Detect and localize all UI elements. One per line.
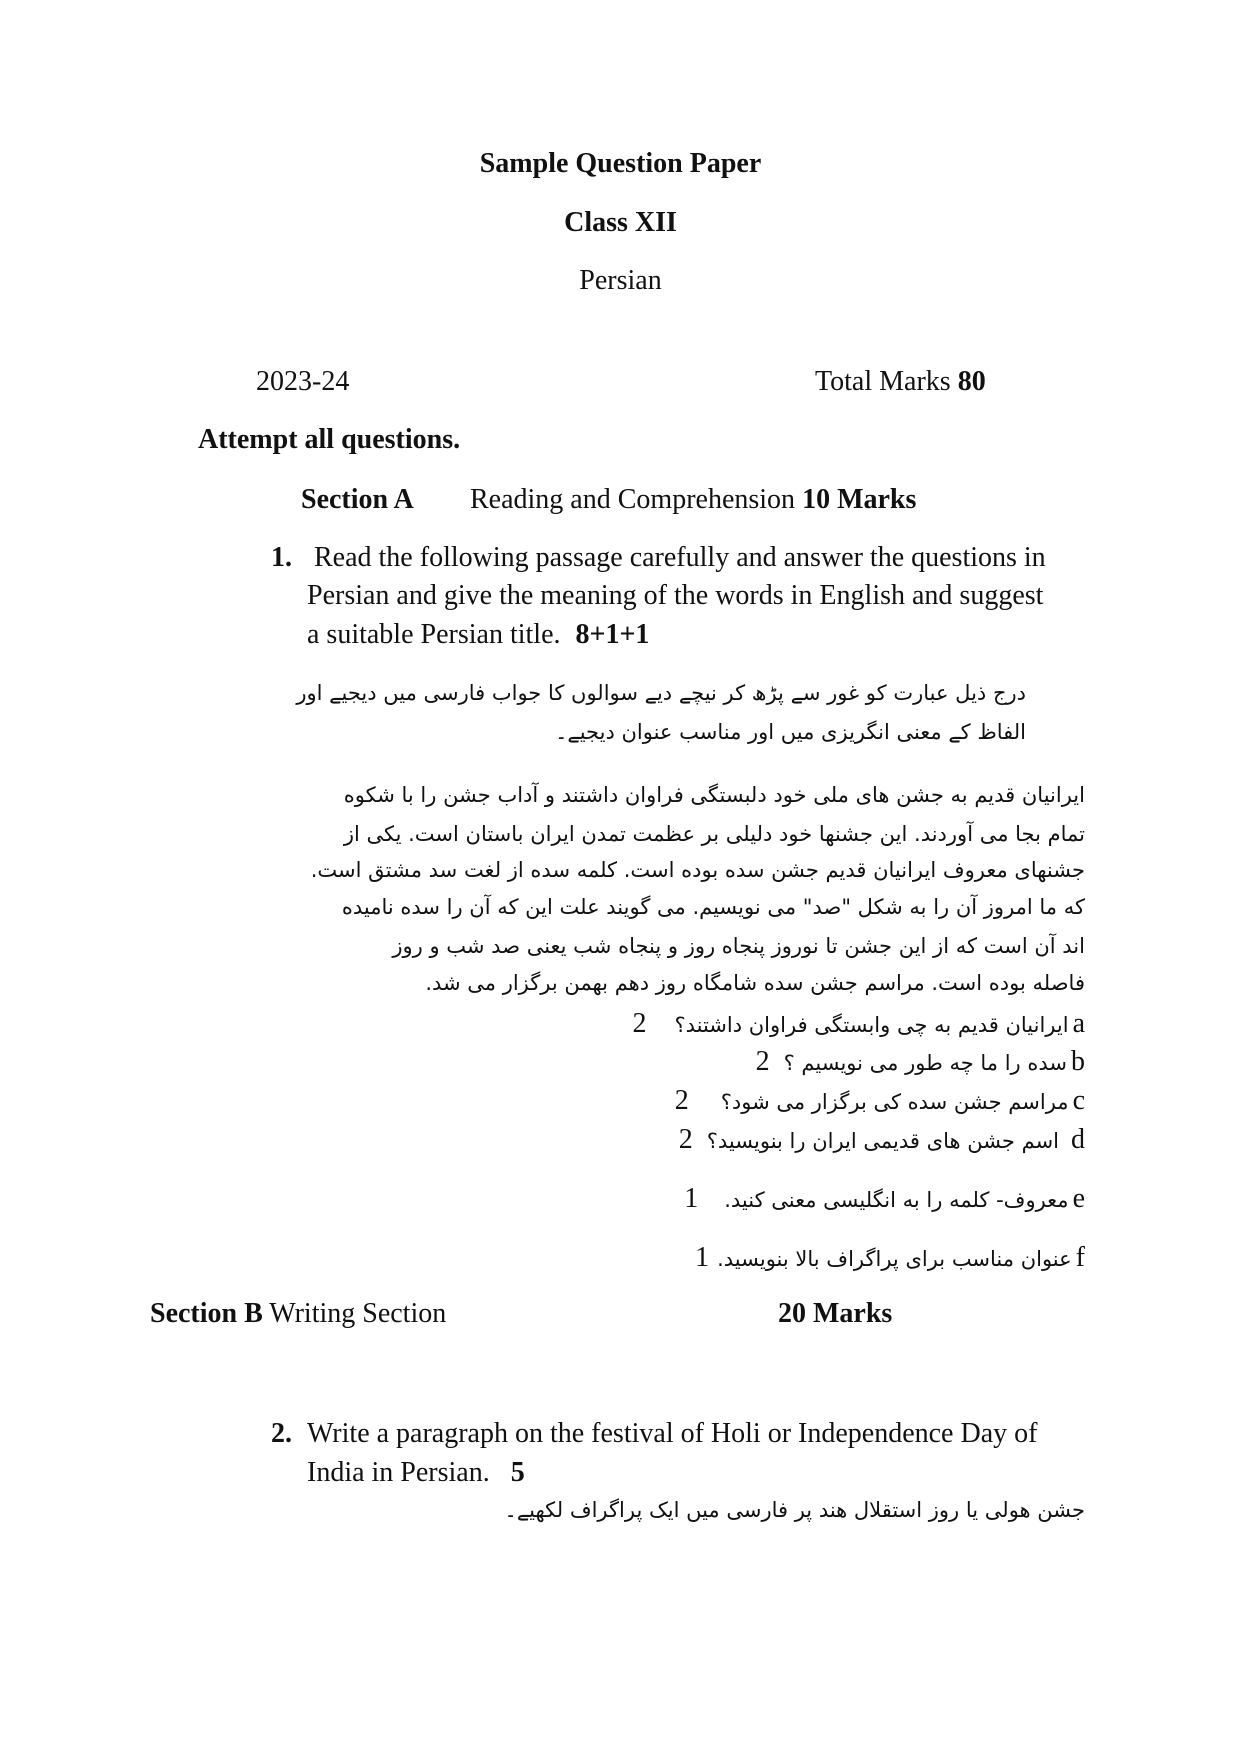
section-b-name: Writing Section: [269, 1298, 447, 1329]
section-a-name: Reading and Comprehension: [470, 484, 796, 515]
section-b-heading: [150, 1298, 446, 1330]
subquestion-e-letter: e: [1072, 1183, 1085, 1214]
passage-line-1: ایرانیان قدیم به جشن های ملی خود دلبستگی فراوان داشتند و آداب جشن را با شکوه: [343, 783, 1085, 807]
passage-line-5: اند آن است که از این جشن تا نوروز پنجاه روز و پنجاه شب یعنی صد شب و روز: [392, 934, 1085, 958]
subquestion-c: [675, 1085, 1085, 1117]
total-marks: [815, 366, 986, 398]
section-b-title: Section B: [150, 1298, 263, 1329]
q2-line-2-text: India in Persian.: [307, 1457, 490, 1488]
passage-line-2: تمام بجا می آوردند. این جشنها خود دلیلی بر عظمت تمدن ایران باستان است. یکی از: [343, 822, 1085, 846]
q1-number: 1.: [271, 542, 292, 573]
instruction: Attempt all questions.: [198, 424, 461, 455]
subquestion-e: [684, 1183, 1085, 1215]
subject-label: Persian: [579, 265, 662, 296]
subquestion-c-text: مراسم جشن سده کی برگزار می شود؟: [720, 1090, 1069, 1114]
subquestion-b: [756, 1046, 1085, 1078]
q2-line-1: Write a paragraph on the festival of Holi or Independence Day of: [307, 1418, 1038, 1449]
subquestion-e-marks: 1: [684, 1183, 699, 1214]
q2-urdu-instruction: جشن هولی یا روز استقلال هند پر فارسی میں ایک پراگراف لکھیے۔: [504, 1498, 1085, 1522]
subquestion-a-text: ایرانیان قدیم به چی وابستگی فراوان داشتند؟: [674, 1013, 1069, 1037]
class-label: Class XII: [564, 207, 677, 238]
subquestion-d-marks: 2: [678, 1124, 693, 1155]
subquestion-c-marks: 2: [674, 1085, 689, 1116]
q1-marks: 8+1+1: [575, 619, 650, 650]
subquestion-b-letter: b: [1071, 1046, 1085, 1077]
subquestion-d-text: اسم جشن های قدیمی ایران را بنویسید؟: [706, 1129, 1059, 1153]
q2-marks: 5: [510, 1457, 525, 1488]
passage-line-6: فاصله بوده است. مراسم جشن سده شامگاه روز دهم بهمن برگزار می شد.: [425, 971, 1085, 995]
section-b-marks: 20 Marks: [778, 1298, 893, 1329]
total-marks-label: Total Marks: [815, 366, 951, 397]
subquestion-c-letter: c: [1072, 1085, 1085, 1116]
subquestion-a-marks: 2: [632, 1008, 647, 1039]
subquestion-b-text: سده را ما چه طور می نویسیم ؟: [783, 1051, 1067, 1075]
q2-number: 2.: [271, 1418, 292, 1449]
subquestion-e-text: معروف- کلمه را به انگلیسی معنی کنید.: [724, 1188, 1069, 1212]
subquestion-f-marks: 1: [695, 1242, 710, 1273]
q1-urdu-instruction-1: درج ذیل عبارت کو غور سے پڑھ کر نیچے دیے سوالوں کا جواب فارسی میں دیجیے اور: [296, 681, 1026, 705]
passage-line-4: که ما امروز آن را به شکل "صد" می نویسیم. می گویند علت این که آن را سده نامیده: [341, 895, 1085, 919]
q1-urdu-instruction-2: الفاظ کے معنی انگریزی میں اور مناسب عنوان دیجیے۔: [555, 720, 1026, 744]
section-a-heading: [470, 484, 916, 516]
q1-line-1: Read the following passage carefully and answer the questions in: [314, 542, 1046, 573]
section-a-marks: 10 Marks: [802, 484, 917, 515]
q1-line-3-text: a suitable Persian title.: [307, 619, 561, 650]
subquestion-a: [632, 1008, 1085, 1040]
q1-line-3: [307, 619, 649, 651]
q1-line-2: Persian and give the meaning of the words in English and suggest: [307, 580, 1044, 611]
subquestion-f: [695, 1242, 1085, 1274]
subquestion-b-marks: 2: [755, 1046, 770, 1077]
subquestion-f-text: عنوان مناسب برای پراگراف بالا بنویسید.: [717, 1247, 1072, 1271]
total-marks-value: 80: [957, 366, 986, 397]
section-a-title: Section A: [301, 484, 414, 515]
section-a-label: [301, 484, 414, 516]
paper-title: Sample Question Paper: [479, 148, 762, 179]
q2-line-2: [307, 1457, 525, 1489]
passage-line-3: جشنهای معروف ایرانیان قدیم جشن سده بوده است. کلمه سده از لغت سد مشتق است.: [310, 858, 1085, 882]
subquestion-a-letter: a: [1072, 1008, 1085, 1039]
subquestion-d: [679, 1124, 1085, 1156]
subquestion-d-letter: d: [1071, 1124, 1085, 1155]
academic-year: 2023-24: [256, 366, 350, 397]
subquestion-f-letter: f: [1075, 1242, 1085, 1273]
